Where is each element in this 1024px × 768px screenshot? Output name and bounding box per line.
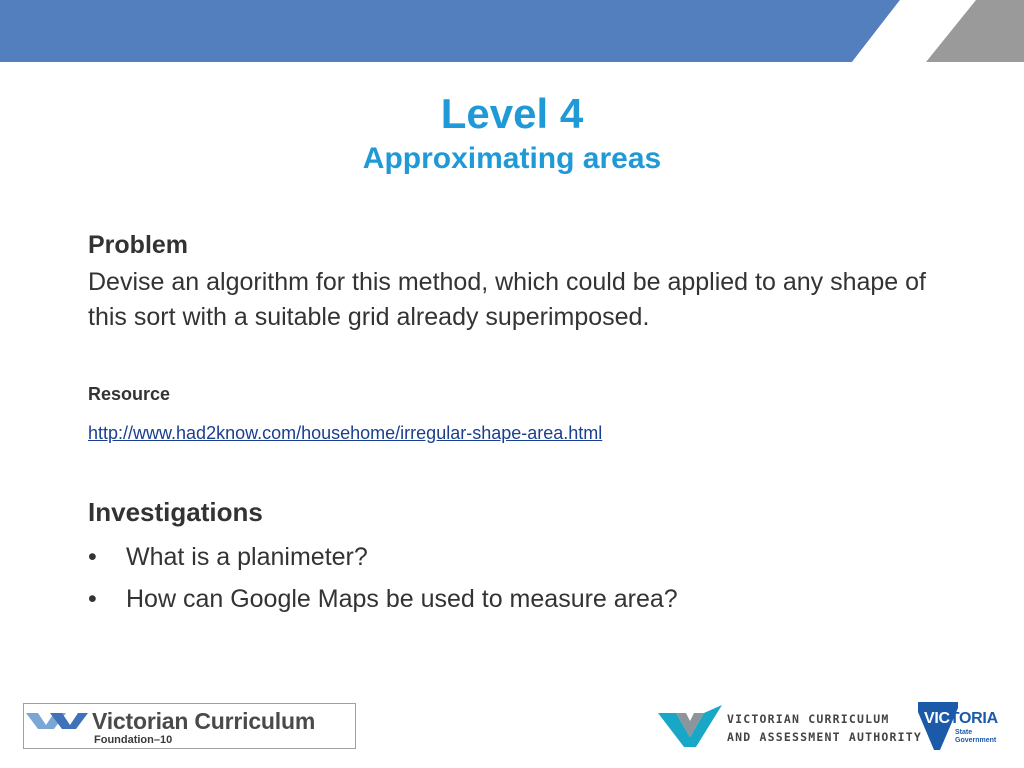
vc-logo-title: Victorian Curriculum <box>92 708 316 734</box>
slide-subtitle: Approximating areas <box>362 142 662 175</box>
vcaa-logo <box>658 703 922 749</box>
vc-logo-subtitle: Foundation–10 <box>94 734 173 746</box>
top-banner <box>0 0 1024 62</box>
victorian-curriculum-logo <box>23 703 356 749</box>
list-item <box>88 536 678 578</box>
problem-section <box>88 229 968 335</box>
resource-heading: Resource <box>88 384 171 404</box>
list-item-text: How can Google Maps be used to measure area? <box>126 585 678 613</box>
victoria-government-logo <box>918 702 1004 750</box>
vcaa-v-icon <box>658 705 722 747</box>
list-item <box>88 578 678 620</box>
victoria-logo-line2: Government <box>955 737 997 744</box>
investigations-heading: Investigations <box>88 497 263 527</box>
problem-text: Devise an algorithm for this method, which could be applied to any shape of this sort with a suitable grid already superimposed. <box>88 268 926 331</box>
list-item-text: What is a planimeter? <box>126 543 368 571</box>
victoria-logo-line1: State <box>955 729 973 736</box>
vcaa-line-1: VICTORIAN CURRICULUM <box>727 712 890 726</box>
victoria-logo-state <box>955 729 996 745</box>
vcaa-line-2: AND ASSESSMENT AUTHORITY <box>727 730 922 744</box>
victoria-logo-word: VICTORIA <box>924 710 998 727</box>
banner-blue-band <box>0 0 900 62</box>
title-block <box>0 86 1024 178</box>
problem-heading: Problem <box>88 231 189 259</box>
resource-link[interactable]: http://www.had2know.com/househome/irregular-shape-area.html <box>88 423 603 443</box>
vc-chevron-icon <box>26 709 88 731</box>
slide-title: Level 4 <box>440 90 584 137</box>
investigations-list <box>88 536 678 620</box>
bullet-icon: • <box>88 543 97 571</box>
bullet-icon: • <box>88 585 97 613</box>
